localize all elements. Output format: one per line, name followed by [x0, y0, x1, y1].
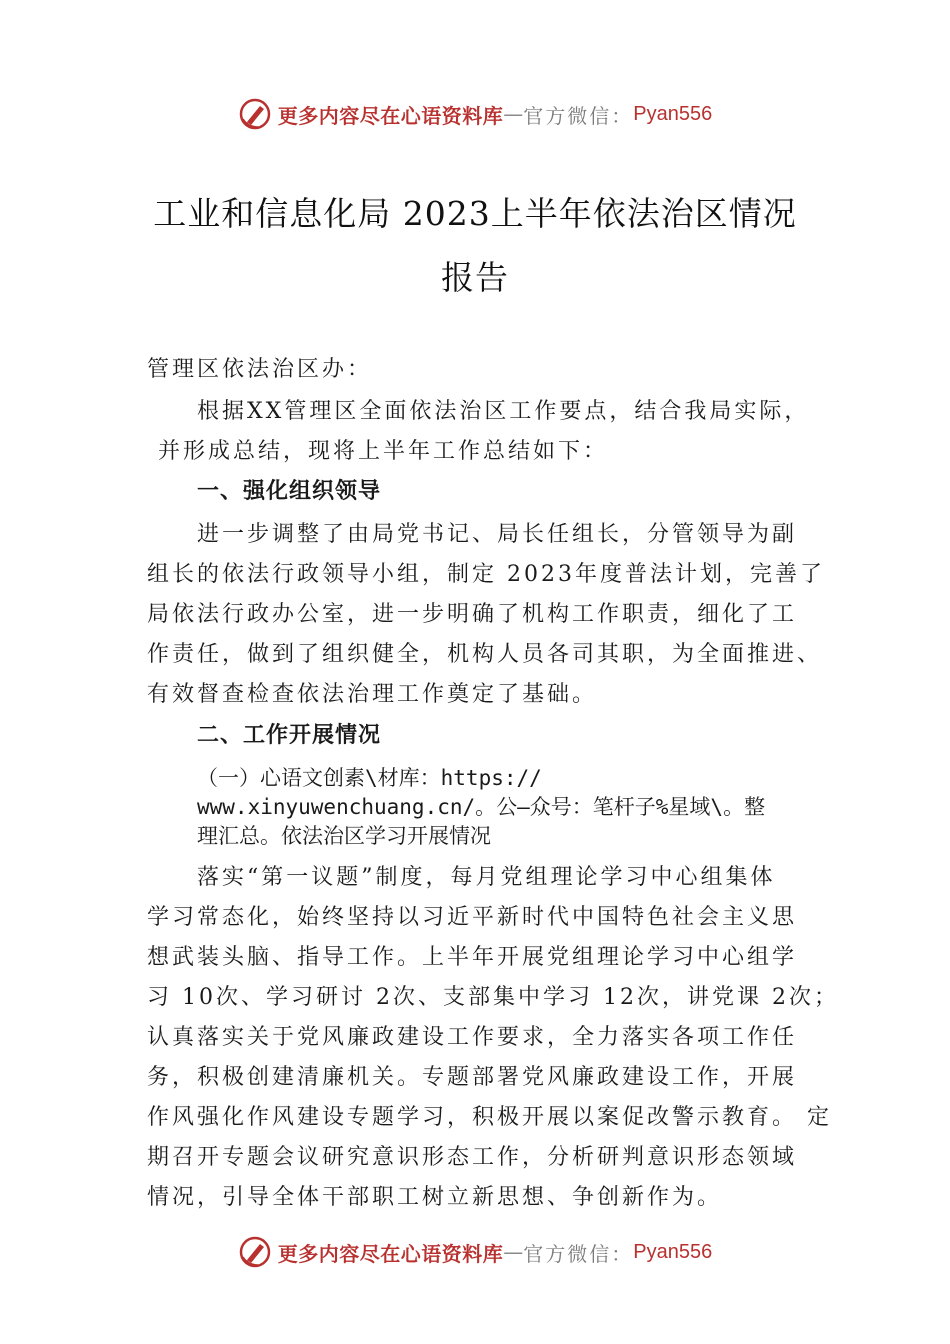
salutation: 管理区依法治区办：: [147, 357, 373, 382]
paragraph-line: 落实“第一议题”制度，每月党组理论学习中心组集体: [197, 865, 776, 890]
watermark-wechat-id: Pyan556: [633, 102, 713, 125]
intro-line: 根据XX管理区全面依法治区工作要点，结合我局实际，: [197, 399, 810, 424]
subsection1-line: www.xinyuwenchuang.cn/。公—众号：笔杆子%星域\。整: [197, 795, 766, 819]
section1-line: 作责任，做到了组织健全，机构人员各司其职，为全面推进、: [147, 642, 823, 667]
subsection1-line: （一）心语文创素\材库：https://: [197, 766, 542, 790]
watermark-wechat-label: 官方微信：: [523, 1241, 634, 1266]
top-watermark-banner: [0, 94, 950, 134]
pen-logo-icon: [238, 1235, 272, 1269]
watermark-dash: —: [503, 1240, 524, 1264]
paragraph-line: 情况，引导全体干部职工树立新思想、争创新作为。: [147, 1185, 723, 1210]
paragraph-line: 认真落实关于党风廉政建设工作要求，全力落实各项工作任: [147, 1025, 798, 1050]
paragraph-line: 习 10次、学习研讨 2次、支部集中学习 12次，讲党课 2次；: [147, 985, 839, 1010]
watermark-dash: —: [503, 102, 524, 126]
paragraph-line: 作风强化作风建设专题学习，积极开展以案促改警示教育。 定: [147, 1105, 832, 1130]
paragraph-line: 期召开专题会议研究意识形态工作，分析研判意识形态领域: [147, 1145, 798, 1170]
watermark-wechat-label: 官方微信：: [523, 103, 634, 128]
paragraph-line: 学习常态化，始终坚持以习近平新时代中国特色社会主义思: [147, 905, 798, 930]
paragraph-line: 想武装头脑、指导工作。上半年开展党组理论学习中心组学: [147, 945, 798, 970]
section1-line: 组长的依法行政领导小组，制定 2023年度普法计划，完善了: [147, 562, 825, 587]
watermark-wechat-id: Pyan556: [633, 1240, 713, 1263]
bottom-watermark-banner: [0, 1232, 950, 1272]
section1-heading: 一、强化组织领导: [197, 479, 382, 504]
section1-line: 有效督查检查依法治理工作奠定了基础。: [147, 682, 598, 707]
intro-line: 并形成总结，现将上半年工作总结如下：: [158, 439, 609, 464]
document-title-line1: 工业和信息化局 2023上半年依法治区情况: [153, 194, 797, 233]
pen-logo-icon: [238, 97, 272, 131]
document-title-line2: 报告: [441, 258, 509, 297]
section1-line: 局依法行政办公室，进一步明确了机构工作职责，细化了工: [147, 602, 798, 627]
watermark-brand: 更多内容尽在心语资料库: [277, 1241, 504, 1266]
paragraph-line: 务，积极创建清廉机关。专题部署党风廉政建设工作，开展: [147, 1065, 798, 1090]
subsection1-line: 理汇总。依法治区学习开展情况: [197, 824, 491, 848]
section2-heading: 二、工作开展情况: [197, 723, 382, 748]
watermark-brand: 更多内容尽在心语资料库: [277, 103, 504, 128]
section1-line: 进一步调整了由局党书记、局长任组长，分管领导为副: [197, 522, 798, 547]
